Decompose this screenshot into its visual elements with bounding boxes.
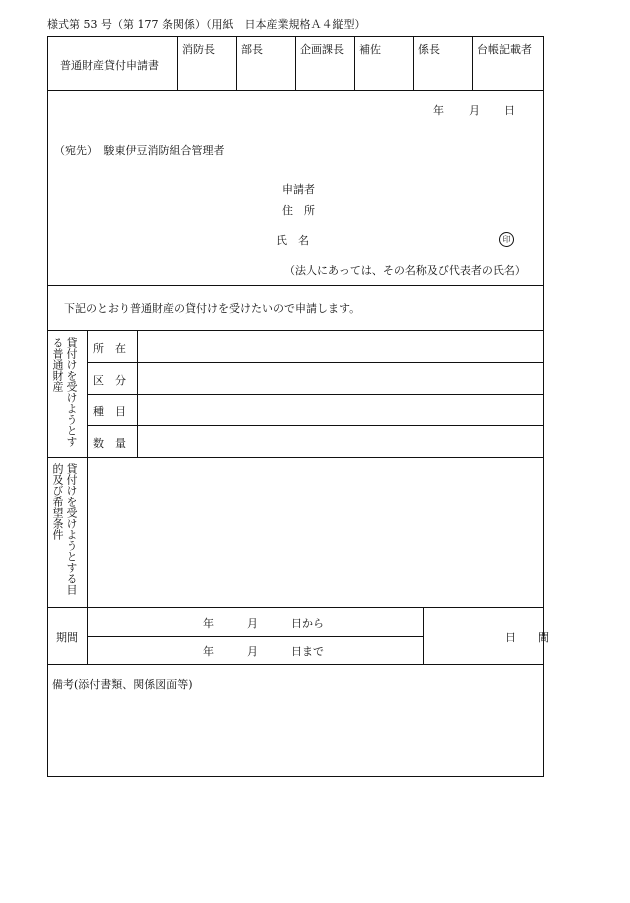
period-label: 期間 [56, 631, 78, 644]
addressee: （宛先） 駿東伊豆消防組合管理者 [54, 144, 225, 157]
property-type-label: 種 目 [93, 405, 126, 418]
approval-col-assistant: 補佐 [359, 43, 381, 56]
request-statement: 下記のとおり普通財産の貸付けを受けたいので申請します。 [64, 302, 361, 315]
approval-col-section-chief: 係長 [418, 43, 440, 56]
corporate-note: （法人にあっては、その名称及び代表者の氏名） [284, 264, 526, 277]
period-to[interactable]: 年 月 日まで [203, 645, 324, 658]
applicant-label: 申請者 [282, 183, 315, 196]
form-title: 普通財産貸付申請書 [60, 59, 159, 72]
property-location-label: 所 在 [93, 342, 126, 355]
date-month: 月 [469, 104, 480, 117]
property-location-value[interactable] [142, 333, 540, 360]
address-label: 住 所 [282, 204, 315, 217]
purpose-value[interactable] [92, 462, 540, 604]
property-category-label: 区 分 [93, 374, 126, 387]
date-year: 年 [433, 104, 444, 117]
period-from[interactable]: 年 月 日から [203, 617, 324, 630]
form-note: 様式第 53 号（第 177 条関係）（用紙 日本産業規格Ａ４縦型） [47, 18, 366, 31]
purpose-section-label: 貸付けを受けようとする目的及び希望条件 [51, 463, 78, 595]
date-day: 日 [504, 104, 515, 117]
remarks-label: 備考(添付書類、関係図面等) [52, 678, 193, 691]
period-days[interactable]: 日 間 [505, 631, 549, 644]
name-label: 氏 名 [276, 234, 309, 247]
remarks-area[interactable] [52, 694, 539, 772]
property-category-value[interactable] [142, 365, 540, 392]
property-quantity-label: 数 量 [93, 437, 126, 450]
approval-col-planning-chief: 企画課長 [300, 43, 344, 56]
approval-col-fire-chief: 消防長 [182, 43, 215, 56]
property-quantity-value[interactable] [142, 428, 540, 455]
approval-col-ledger-clerk: 台帳記載者 [477, 43, 532, 56]
seal-mark: 印 [499, 232, 514, 247]
approval-col-director: 部長 [241, 43, 263, 56]
property-section-label: 貸付けを受けようとする普通財産 [51, 337, 78, 447]
property-type-value[interactable] [142, 397, 540, 423]
